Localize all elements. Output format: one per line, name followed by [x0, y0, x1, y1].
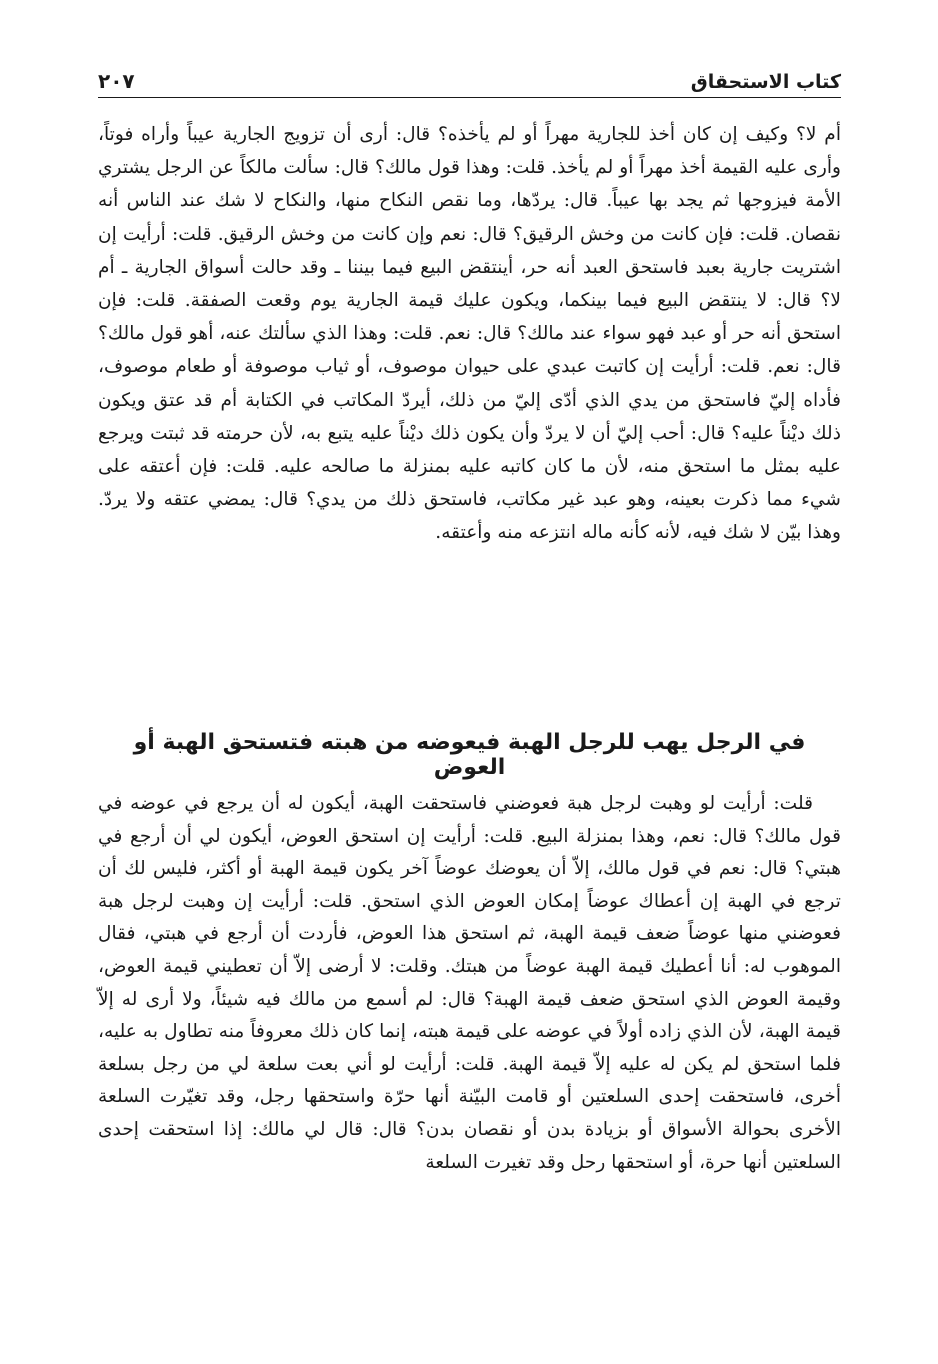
body-text-block	[98, 118, 841, 550]
page-number: ٢٠٧	[98, 69, 135, 93]
running-title: كتاب الاستحقاق	[690, 71, 841, 93]
page-header	[98, 58, 841, 98]
paragraph: قلت: أرأيت لو وهبت لرجل هبة فعوضني فاستحقت الهبة، أيكون له أن يرجع في عوضه في قول مالك؟ قال: نعم، وهذا بمنزلة البيع. قلت: أرأيت إن استحق العوض، أيكون لي أن أرجع في هبتي؟ قال: نعم في قول مالك، إلاّ أن يعوضك عوضاً آخر يكون قيمة الهبة أو أكثر، فليس لك أن ترجع في الهبة إن أعطاك عوضاً إمكان العوض الذي استحق. قلت: أرأيت إن وهبت لرجل هبة فعوضني منها عوضاً ضعف قيمة الهبة، ثم استحق هذا العوض، فأردت أن أرجع في هبتي، فقال الموهوب له: أنا أعطيك قيمة الهبة عوضاً من هبتك. وقلت: لا أرضى إلاّ أن تعطيني قيمة العوض، وقيمة العوض الذي استحق ضعف قيمة الهبة؟ قال: لم أسمع من مالك فيه شيئاً، ولا أرى له إلاّ قيمة الهبة، لأن الذي زاده أولاً في عوضه على قيمة هبته، إنما كان ذلك معروفاً منه تطاول به عليه، فلما استحق لم يكن له عليه إلاّ قيمة الهبة. قلت: أرأيت لو أني بعت سلعة لي من رجل بسلعة أخرى، فاستحقت إحدى السلعتين أو قامت البيّنة أنها حرّة واستحقها رجل، وقد تغيّرت السلعة الأخرى بحوالة الأسواق أو بزيادة بدن أو نقصان بدن؟ قال: قال لي مالك: إذا استحقت إحدى السلعتين أنها حرة، أو استحقها رحل وقد تغيرت السلعة	[98, 793, 841, 1173]
section-heading: في الرجل يهب للرجل الهبة فيعوضه من هبته فتستحق الهبة أو العوض	[133, 730, 806, 780]
section-body-text	[98, 788, 841, 1179]
paragraph: أم لا؟ وكيف إن كان أخذ للجارية مهراً أو لم يأخذه؟ قال: أرى أن تزويج الجارية عيباً وأراه فوتاً، وأرى عليه القيمة أخذ مهراً أو لم يأخذ. قلت: وهذا قول مالك؟ قال: سألت مالكاً عن الرجل يشتري الأمة فيزوجها ثم يجد بها عيباً. قال: يردّها، وما نقص النكاح منها، والنكاح لا شك عند الناس أنه نقصان. قلت: فإن كانت من وخش الرقيق؟ قال: نعم وإن كانت من وخش الرقيق. قلت: أرأيت إن اشتريت جارية بعبد فاستحق العبد أنه حر، أينتقض البيع فيما بيننا ـ وقد حالت أسواق الجارية ـ أم لا؟ قال: لا ينتقض البيع فيما بينكما، ويكون عليك قيمة الجارية يوم وقعت الصفقة. قلت: فإن استحق أنه حر أو عبد فهو سواء عند مالك؟ قال: نعم. قلت: وهذا الذي سألتك عنه، أهو قول مالك؟ قال: نعم. قلت: أرأيت إن كاتبت عبدي على حيوان موصوف، أو ثياب موصوفة أو طعام موصوف، فأداه إليّ فاستحق من يدي الذي أدّى إليّ من ذلك، أيردّ المكاتب في الكتابة أم قد عتق ويكون ذلك ديْناً عليه؟ قال: أحب إليّ أن لا يردّ وأن يكون ذلك ديْناً عليه يتبع به، لأن حرمته قد ثبتت ويرجع عليه بمثل ما استحق منه، لأن ما كان كاتبه عليه بمنزلة ما صالحه عليه. قلت: فإن أعتقه على شيء مما ذكرت بعينه، وهو عبد غير مكاتب، فاستحق ذلك من يدي؟ قال: يمضي عتقه ولا يردّ. وهذا بيّن لا شك فيه، لأنه كأنه ماله انتزعه منه وأعتقه.	[98, 124, 841, 544]
